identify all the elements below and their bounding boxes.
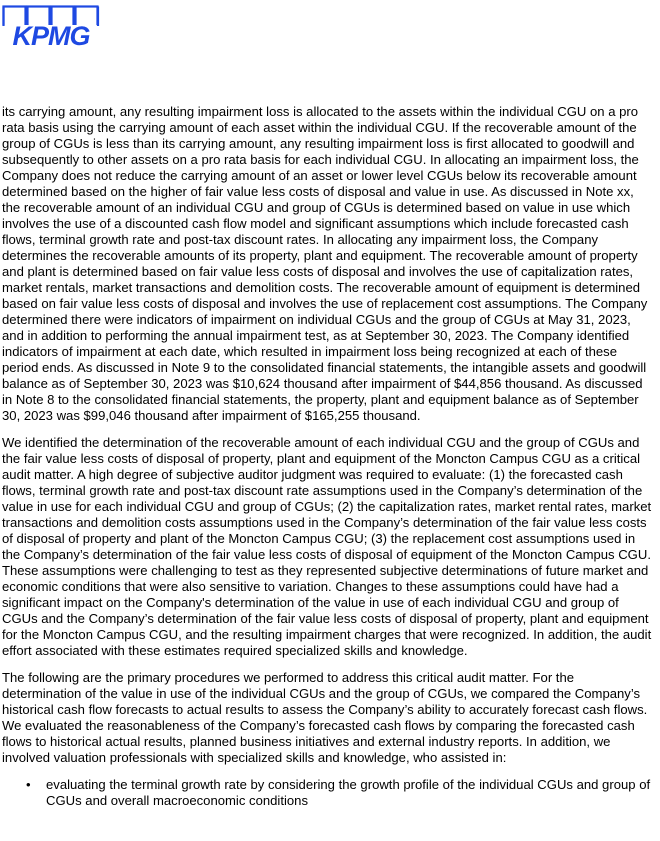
paragraph-critical-audit-matter: We identified the determination of the recoverable amount of each individual CGU and the group of CGUs and the fair value less costs of disposal of property, plant and equipment of the Moncton Campus CGU as a critical audit matter. A high degree of subjective auditor judgment was required to evaluate: (1) the forecasted cash flows, terminal growth rate and post-tax discount rate assumptions used in the Company’s determination of the value in use for each individual CGU and group of CGUs; (2) the capitalization rates, market rental rates, market transactions and demolition costs assumptions used in the Company’s determination of the fair value less costs of disposal of property and plant of the Moncton Campus CGU; (3) the replacement cost assumptions used in the Company’s determination of the fair value less costs of disposal of equipment of the Moncton Campus CGU. These assumptions were challenging to test as they represented subjective determinations of future market and economic conditions that were also sensitive to variation. Changes to these assumptions could have had a significant impact on the Company's determination of the value in use of each individual CGU and group of CGUs and the Company’s determination of the fair value less costs of disposal of property, plant and equipment for the Moncton Campus CGU, and the resulting impairment charges that were recognized. In addition, the audit effort associated with these estimates required specialized skills and knowledge.	[2, 435, 652, 658]
paragraph-impairment-allocation: its carrying amount, any resulting impairment loss is allocated to the assets within the individual CGU on a pro rata basis using the carrying amount of each asset within the individual CGU. If the recoverable amount of the group of CGUs is less than its carrying amount, any resulting impairment loss is first allocated to goodwill and subsequently to other assets on a pro rata basis for each individual CGU. In allocating an impairment loss, the Company does not reduce the carrying amount of an asset or lower level CGUs below its recoverable amount determined based on the higher of fair value less costs of disposal and value in use. As discussed in Note xx, the recoverable amount of an individual CGU and group of CGUs is determined based on value in use which involves the use of a discounted cash flow model and significant assumptions which include forecasted cash flows, terminal growth rate and post-tax discount rates. In allocating any impairment loss, the Company determines the recoverable amounts of its property, plant and equipment. The recoverable amount of property and plant is determined based on fair value less costs of disposal and involves the use of capitalization rates, market rentals, market transactions and demolition costs. The recoverable amount of equipment is determined based on fair value less costs of disposal and involves the use of replacement cost assumptions. The Company determined there were indicators of impairment on individual CGUs and the group of CGUs at May 31, 2023, and in addition to performing the annual impairment test, as at September 30, 2023. The Company identified indicators of impairment at each date, which resulted in impairment loss being recognized at each of these period ends. As discussed in Note 9 to the consolidated financial statements, the intangible assets and goodwill balance as of September 30, 2023 was $10,624 thousand after impairment of $44,856 thousand. As discussed in Note 8 to the consolidated financial statements, the property, plant and equipment balance as of September 30, 2023 was $99,046 thousand after impairment of $165,255 thousand.	[2, 104, 648, 423]
bullet-icon: •	[26, 777, 31, 792]
kpmg-logo-graphic	[2, 5, 100, 49]
kpmg-logo-text: KPMG	[12, 21, 90, 49]
kpmg-logo	[2, 5, 100, 49]
list-item	[2, 777, 654, 809]
document-body	[2, 104, 654, 809]
bullet-text: evaluating the terminal growth rate by considering the growth profile of the individual CGUs and group of CGUs and overall macroeconomic conditions	[46, 777, 651, 808]
procedures-bullet-list	[2, 777, 654, 809]
paragraph-primary-procedures: The following are the primary procedures we performed to address this critical audit matter. For the determination of the value in use of the individual CGUs and the group of CGUs, we compared the Company’s historical cash flow forecasts to actual results to assess the Company’s ability to accurately forecast cash flows. We evaluated the reasonableness of the Company’s forecasted cash flows by comparing the forecasted cash flows to historical actual results, planned business initiatives and external industry reports. In addition, we involved valuation professionals with specialized skills and knowledge, who assisted in:	[2, 670, 648, 765]
